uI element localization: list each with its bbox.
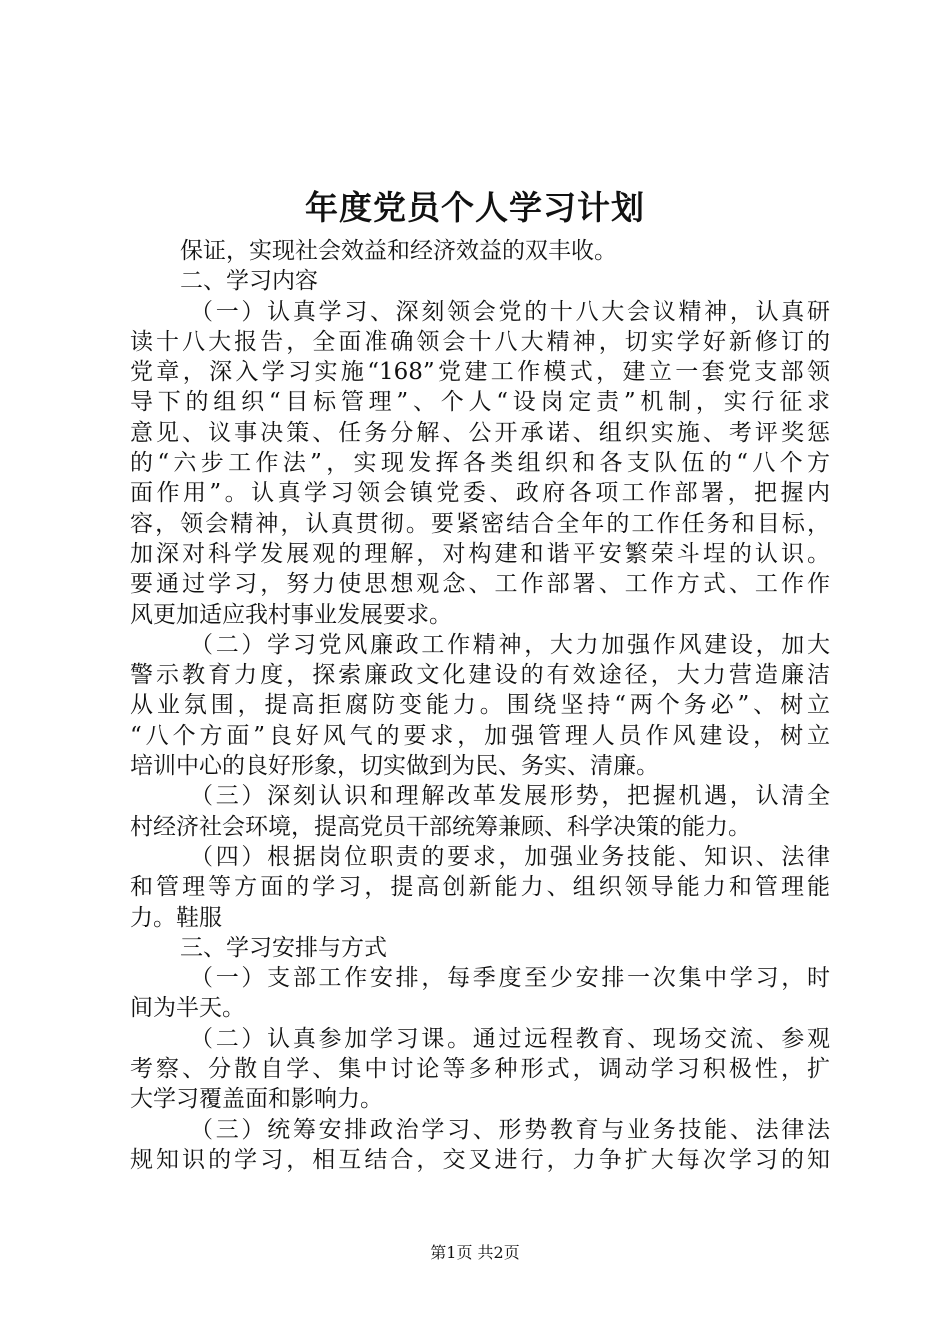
body-line: 村经济社会环境，提高党员干部统筹兼顾、科学决策的能力。: [130, 813, 751, 840]
body-line: 导下的组织“目标管理”、个人“设岗定责”机制，实行征求: [130, 389, 830, 416]
section-heading: 三、学习安排与方式: [180, 934, 387, 961]
section-heading: 二、学习内容: [180, 268, 318, 295]
body-line: 容，领会精神，认真贯彻。要紧密结合全年的工作任务和目标，: [130, 510, 830, 537]
page-number-footer: 第1页 共2页: [430, 1243, 520, 1262]
body-line: 大学习覆盖面和影响力。: [130, 1086, 383, 1113]
body-line: 加深对科学发展观的理解，对构建和谐平安繁荣斗埕的认识。: [130, 540, 830, 567]
body-line: （三）深刻认识和理解改革发展形势，把握机遇，认清全: [190, 783, 830, 810]
body-line: 风更加适应我村事业发展要求。: [130, 601, 452, 628]
body-line: 要通过学习，努力使思想观念、工作部署、工作方式、工作作: [130, 571, 830, 598]
body-line: （一）支部工作安排，每季度至少安排一次集中学习，时: [190, 965, 830, 992]
body-line: （四）根据岗位职责的要求，加强业务技能、知识、法律: [190, 843, 830, 870]
body-line: 规知识的学习，相互结合，交叉进行，力争扩大每次学习的知: [130, 1146, 830, 1173]
body-line: 意见、议事决策、任务分解、公开承诺、组织实施、考评奖惩: [130, 419, 830, 446]
body-line: 力。鞋服: [130, 904, 222, 931]
body-line: （二）认真参加学习课。通过远程教育、现场交流、参观: [190, 1025, 830, 1052]
body-line: 间为半天。: [130, 995, 245, 1022]
document-title: 年度党员个人学习计划: [305, 188, 645, 227]
body-line: （一）认真学习、深刻领会党的十八大会议精神，认真研: [190, 298, 830, 325]
body-line: 读十八大报告，全面准确领会十八大精神，切实学好新修订的: [130, 328, 830, 355]
body-line: 的“六步工作法”，实现发挥各类组织和各支队伍的“八个方: [130, 450, 830, 477]
body-line: “八个方面”良好风气的要求，加强管理人员作风建设，树立: [130, 722, 830, 749]
body-line: 和管理等方面的学习，提高创新能力、组织领导能力和管理能: [130, 874, 830, 901]
body-line: （三）统筹安排政治学习、形势教育与业务技能、法律法: [190, 1116, 830, 1143]
body-line: 警示教育力度，探索廉政文化建设的有效途径，大力营造廉洁: [130, 662, 830, 689]
body-line: 考察、分散自学、集中讨论等多种形式，调动学习积极性，扩: [130, 1056, 830, 1083]
body-line: 保证，实现社会效益和经济效益的双丰收。: [180, 238, 617, 264]
body-line: 面作用”。认真学习领会镇党委、政府各项工作部署，把握内: [130, 480, 830, 507]
body-line: 培训中心的良好形象，切实做到为民、务实、清廉。: [130, 753, 659, 780]
body-line: （二）学习党风廉政工作精神，大力加强作风建设，加大: [190, 631, 830, 658]
body-line: 党章，深入学习实施“168”党建工作模式，建立一套党支部领: [130, 359, 830, 386]
body-line: 从业氛围，提高拒腐防变能力。围绕坚持“两个务必”、树立: [130, 692, 830, 719]
document-body: [130, 236, 830, 1175]
